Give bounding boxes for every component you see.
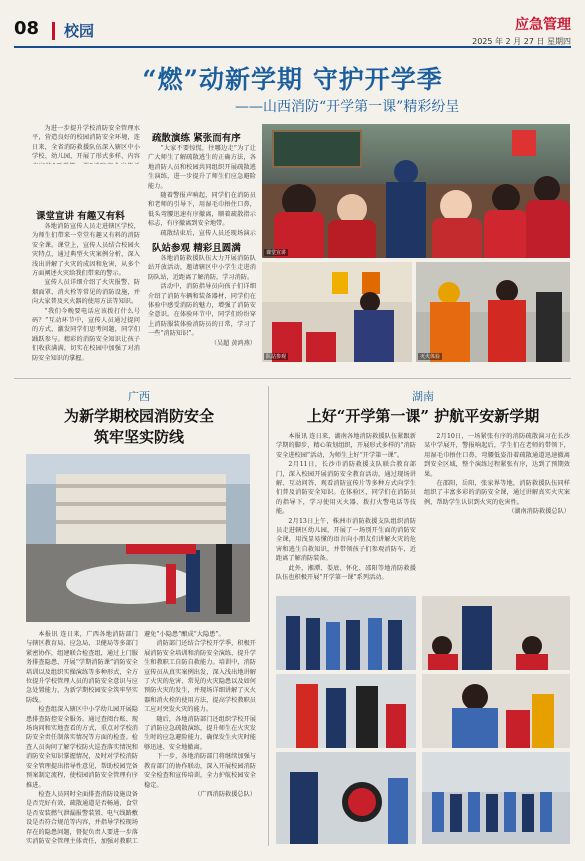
region-label-guangxi: 广西: [128, 390, 150, 403]
station-visit-photo: [262, 262, 412, 362]
hunan-photo-6: [422, 752, 570, 844]
feature-title: “燃”动新学期 守护开学季: [142, 65, 443, 94]
hunan-photo-3: [276, 674, 416, 748]
feature-subtitle: ——山西消防“开学第一课”精彩纷呈: [235, 99, 460, 115]
guangxi-title: 为新学期校园消防安全 筑牢坚实防线: [63, 407, 214, 446]
header-rule: [14, 46, 571, 48]
caption-2: 队站参观: [266, 354, 287, 360]
feature-intro: 为进一步提升学校消防安全管理水平，营造良好的校园消防安全环境，连日来，全省消防救援队伍深入辖区中小学校、幼儿园，开展了形式多样、内容: [32, 125, 140, 161]
page-number: 08: [14, 18, 40, 39]
classroom-photo: [262, 124, 570, 258]
hunan-title: 上好“开学第一课” 护航平安新学期: [306, 407, 540, 425]
guangxi-col-2: 避免“小隐患”酿成“大隐患”。 消防部门还结合学校开学季，积极开展消防安全培训和消防安全演练，提升学生和教职工自防自救能力。培训中，消防宣传员从真实案例出发，深入浅出地讲解了火灾的危害、常见的火灾隐患以及如何预防火灾的发生，并现场详细讲解了灭火器和消火栓的使用方法，提高学校教职员工应对突发火灾的能力。 随后，各地消防部门还组织学校开展了消防应急疏散演练，提升师生在火灾发生时的应急避险能力，确保发生火灾时能够迅速、安全地撤离。 下一步，各地消防部门将继续加强与教育部门的协作联动，深入开展校园消防安全检查和宣传培训，全力护航校园安全稳定。 （广西消防救援总队）: [144, 631, 256, 798]
caption-3: 灭火体验: [420, 354, 441, 360]
hunan-col-2: 2月10日，一场紧张有序的消防疏散演习在长沙某中学展开，警报响起后，学生们在老师的带领下，用湿毛巾捂住口鼻，弯腰低姿沿着疏散通道迅速撤离到安全区域，整个演练过程紧张有序，达到了预期效果。 在邵阳，岳阳，张家界等地，消防救援队伍同样组织了丰富多彩的消防安全课，通过讲解真实火灾案例，帮助学生认识到火灾的危害性。 （湖南消防救援总队）: [424, 433, 570, 516]
feature-section-1: 各地消防宣传人员走进辖区学校，为师生们带来一堂堂有趣又有料的消防安全课。课堂上，宣传人员结合校园火灾特点，通过典型火灾案例分析，深入浅出讲解了火灾的成因和危害，从多个方面阐述火灾给我们带来的警示。 宣传人员详细介绍了火灾报警、防烟面罩、消火栓等常见的消防设施，并向大家普及灭火器的使用方法等知识。 “我们今晚要电话应该拨打什么号码？”互动环节中，宣传人员通过提问的方式，激发同学们思考问题，同学们踊跃参与。精彩的消防安全知识让孩子们收获满满，切实在校园中加强了对消防安全知识的掌握。: [32, 223, 140, 362]
hunan-photo-1: [276, 596, 416, 670]
feature-section-2: “大家不要惊慌，往哪边走”为了让广大师生了解疏散逃生的正确方法，各地消防人员和校园共同组织开展疏散逃生演练，进一步提升了师生们应急避险能力。 随着警报声响起，同学们在消防员和老师的引导下，用湿毛巾捂住口鼻，低头弯腰迅速有序撤离，顺着疏散指示标志，有序撤离到安全地带。 疏散结束后，宣传人员还现场演示: [148, 145, 256, 236]
brand-name: 应急管理: [515, 17, 571, 33]
feature-section-3: 各地消防救援队伍大力开展消防队站开放活动，邀请辖区中小学生走进消防队站，近距离了解消防，学习消防。 活动中，消防指导员向孩子们详细介绍了消防车辆和装备器材，同学们在体验中感受消防的魅力，增强了消防安全意识。在体验环节中，同学们纷纷穿上消防服装体验消防员的日常，学习了一些“消防知识”。 （吴超 黄鸿燕）: [148, 255, 256, 347]
hunan-photo-2: [422, 596, 570, 670]
hunan-col-1: 本报讯 连日来，湖南各地消防救援队伍紧跟新学期的脚步，精心策划组织，开展形式多样的“消防安全进校园”活动，为师生上好“开学第一课”。 2月11日，长沙市消防救援支队联合教育部门，深入校园开展消防安全教育活动，通过现场讲解、互动问答、观看消防宣传片等多种方式向学生们普及消防安全知识。在体验区，同学们在消防员的指导下，学习使用灭火器、拨打火警电话等技能。 2月13日上午，株洲市消防救援支队组织消防员走进辖区幼儿园，开展了一场别开生面的消防安全课，用浅显易懂的语言向小朋友们讲解火灾的危害和逃生自救知识，并带领孩子们参观消防车，近距离了解消防装备。 此外，湘潭、娄底、怀化、邵阳等地消防救援队伍也积极开展“开学第一课”系列活动。: [276, 433, 416, 582]
section-marker: [52, 22, 55, 40]
fire-drill-photo: [26, 454, 250, 622]
section-heading-2: 疏散演练 紧张而有序: [152, 133, 241, 144]
section-heading-3: 队站参观 精彩且圆满: [152, 243, 241, 254]
section-divider: [14, 378, 571, 379]
caption-1: 课堂宣讲: [266, 250, 287, 256]
fire-experience-photo: [416, 262, 570, 362]
hunan-photo-4: [422, 674, 570, 748]
issue-date: 2025 年 2 月 27 日 星期四: [472, 37, 571, 46]
section-heading-1: 课堂宣讲 有趣又有料: [36, 211, 125, 222]
hunan-photo-5: [276, 752, 416, 844]
guangxi-col-1: 本报讯 连日来，广西各地消防部门与辖区教育局、应急局、卫健局等多部门紧密协作，组建联合检查组，通过上门服务排查隐患、开展“学期消防课”消防安全培训以及组织实操演练等多种形式，全方位提升学校管理人员的消防安全意识与应急处置能力，为新学期校园安全筑牢坚实防线。 检查组深入辖区中小学幼儿园开展隐患排查防控安全服务。通过查阅台账、现场询问和实地查看的方式，重点对学校消防安全责任制落实情况等方面的检查。检查人员询问了解学校防火巡查落实情况和消防安全知识掌握情况，及时对学校消防安全管理提出指导性意见，帮助校园完备预案制定流程，使校园消防安全管理有序推进。 检查人员同时全面排查消防设施设备是否完好有效，疏散通道是否畅通，食堂是否安装燃气泄漏报警装置、电气线路敷设是否符合规范等内容，并指导学校现场存在的隐患问题，督促负责人要进一步落实消防安全管理主体责任，加强对教职工: [26, 631, 138, 844]
region-label-hunan: 湖南: [412, 390, 434, 403]
column-divider: [268, 386, 269, 846]
section-name: 校园: [64, 22, 95, 40]
page-header: [14, 14, 571, 44]
